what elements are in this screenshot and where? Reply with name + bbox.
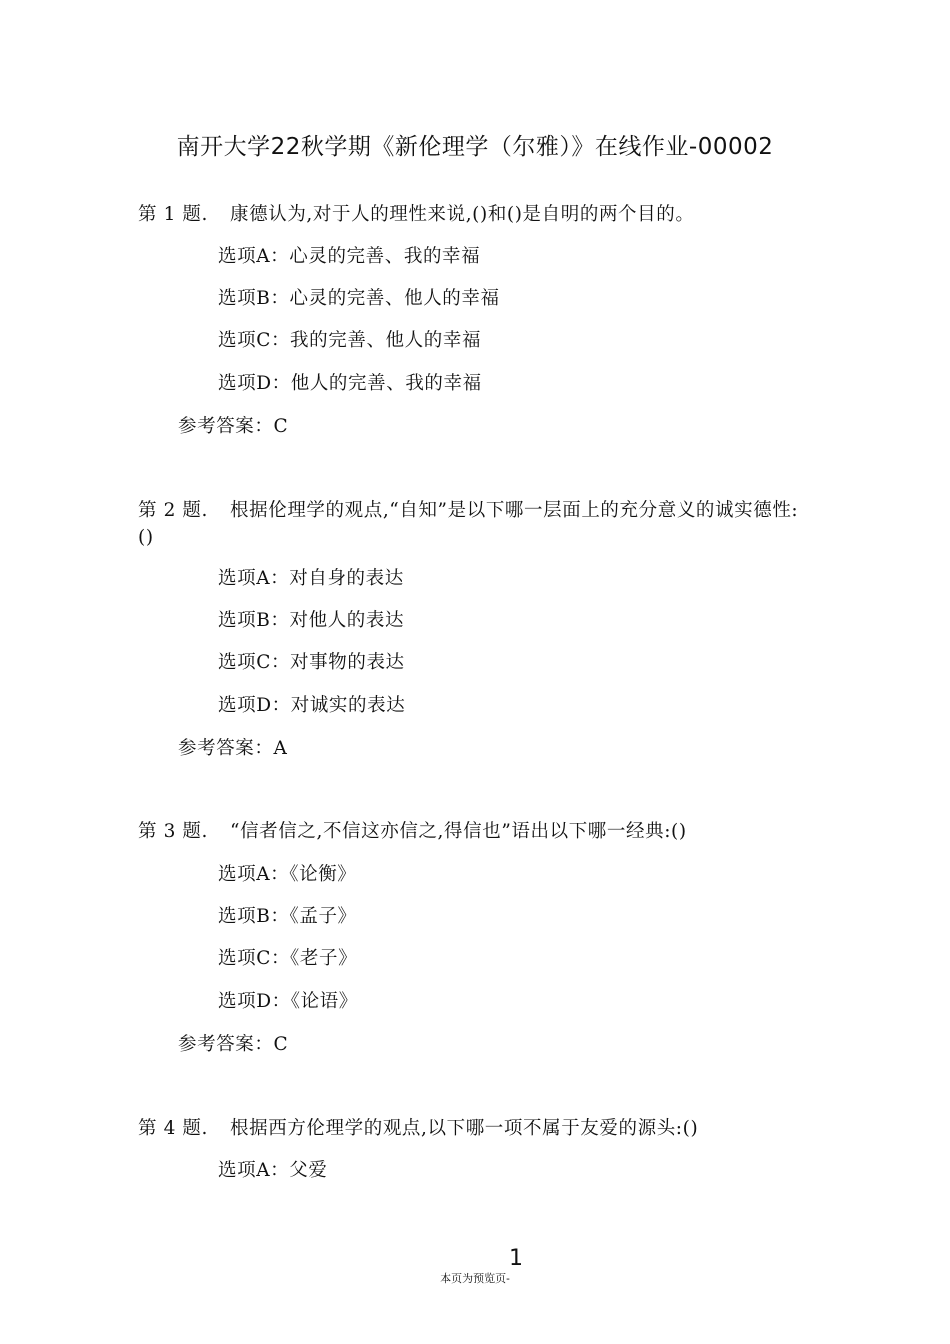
question-text: “信者信之,不信这亦信之,得信也”语出以下哪一经典:() (230, 821, 687, 842)
question-1 (138, 201, 806, 228)
question-text: 根据西方伦理学的观点,以下哪一项不属于友爱的源头:() (230, 1118, 699, 1139)
option-c: 选项C：《老子》 (218, 948, 358, 969)
option-b: 选项B：《孟子》 (218, 906, 357, 927)
option-c: 选项C：我的完善、他人的幸福 (218, 330, 482, 351)
option-d: 选项D：他人的完善、我的幸福 (218, 373, 482, 394)
option-a: 选项A：心灵的完善、我的幸福 (218, 246, 481, 267)
question-4 (138, 1115, 806, 1142)
option-d: 选项D：《论语》 (218, 991, 358, 1012)
document-title: 南开大学22秋学期《新伦理学（尔雅）》在线作业-00002 (176, 134, 774, 160)
question-number: 第 3 题. (138, 821, 209, 842)
preview-note: 本页为预览页- (440, 1272, 510, 1285)
question-3 (138, 818, 806, 845)
question-number: 第 2 题. (138, 500, 209, 521)
reference-answer: 参考答案：C (178, 416, 289, 437)
page-number: 1 (509, 1246, 523, 1271)
option-c: 选项C：对事物的表达 (218, 652, 405, 673)
question-2 (138, 497, 806, 551)
question-number: 第 1 题. (138, 204, 209, 225)
question-number: 第 4 题. (138, 1118, 209, 1139)
question-text: 康德认为,对于人的理性来说,()和()是自明的两个目的。 (230, 204, 695, 225)
option-a: 选项A：父爱 (218, 1160, 328, 1181)
reference-answer: 参考答案：A (178, 738, 288, 759)
option-d: 选项D：对诚实的表达 (218, 695, 406, 716)
reference-answer: 参考答案：C (178, 1034, 289, 1055)
option-a: 选项A：《论衡》 (218, 864, 357, 885)
question-text: 根据伦理学的观点,“自知”是以下哪一层面上的充分意义的诚实德性:() (138, 500, 799, 548)
option-b: 选项B：心灵的完善、他人的幸福 (218, 288, 500, 309)
option-b: 选项B：对他人的表达 (218, 610, 405, 631)
option-a: 选项A：对自身的表达 (218, 568, 404, 589)
